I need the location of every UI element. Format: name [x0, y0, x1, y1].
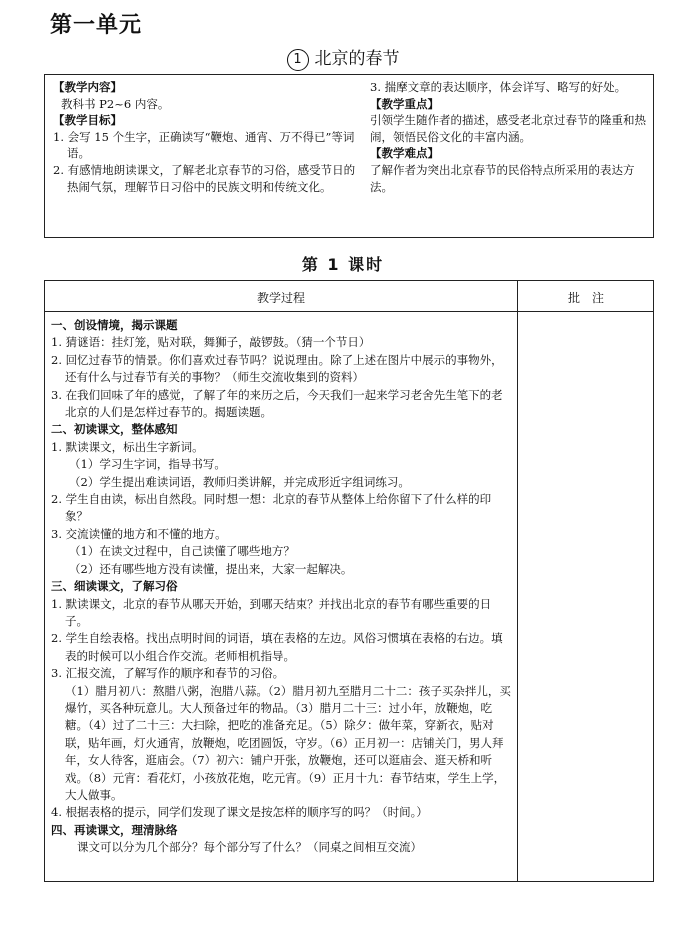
- list-item: 3. 汇报交流，了解写作的顺序和春节的习俗。: [51, 666, 285, 681]
- column-header-process: 教学过程: [256, 291, 305, 305]
- column-divider: [517, 281, 518, 881]
- section-heading: 二、初读课文，整体感知: [51, 422, 178, 437]
- goal-item: 2. 有感情地朗读课文，了解老北京春节的习俗，感受节日的热闹气氛，理解节日习俗中的民族文明和传统文化。: [53, 162, 356, 194]
- list-item: 2. 学生自绘表格。找出点明时间的词语，填在表格的左边。风俗习惯填在表格的右边。填表的时候可以小组合作交流。老师相机指导。: [51, 631, 503, 663]
- session-title: 第 1 课时: [301, 255, 385, 274]
- goal-item: 3. 揣摩文章的表达顺序，体会详写、略写的好处。: [370, 80, 627, 94]
- customs-paragraph: （1）腊月初八：熬腊八粥，泡腊八蒜。（2）腊月初九至腊月二十二：孩子买杂拌儿，买爆竹，买各种玩意儿。大人预备过年的物品。（3）腊月二十三：过小年，放鞭炮，吃糖。（4）过了二十三：大扫除，把吃的准备充足。（5）除夕：做年菜，穿新衣，贴对联，贴年画，灯火通宵，放鞭炮，吃团圆饭，守岁。（6）正月初一：店铺关门，男人拜年，女人待客，逛庙会。（7）初六：铺户开张，放鞭炮，还可以逛庙会、逛天桥和听戏。（8）元宵：看花灯，小孩放花炮，吃元宵。（9）正月十九：春节结束，学生上学，大人做事。: [65, 683, 511, 802]
- lesson-title-text: 北京的春节: [314, 49, 400, 69]
- header-divider: [45, 311, 653, 312]
- list-item: 1. 默读课文，标出生字新词。: [51, 439, 204, 454]
- sub-item: （1）在读文过程中，自己读懂了哪些地方？: [69, 544, 295, 559]
- list-item: 课文可以分为几个部分？每个部分写了什么？（同桌之间相互交流）: [77, 840, 422, 855]
- section-heading: 四、再读课文，理清脉络: [51, 822, 178, 837]
- difficulty-text: 了解作者为突出北京春节的民俗特点所采用的表达方法。: [370, 162, 635, 194]
- list-item: 4. 根据表格的提示，同学们发现了课文是按怎样的顺序写的吗？（时间。）: [51, 805, 428, 820]
- list-item: 1. 猜谜语：挂灯笼，贴对联，舞狮子，敲锣鼓。（猜一个节日）: [51, 335, 371, 350]
- info-left-column: [53, 79, 359, 195]
- goals-heading: 【教学目标】: [53, 113, 122, 128]
- lesson-info-box: [44, 74, 654, 238]
- column-header-notes: 批 注: [567, 291, 604, 305]
- list-item: 2. 学生自由读，标出自然段。同时想一想：北京的春节从整体上给你留下了什么样的印象？: [51, 492, 492, 524]
- lesson-title: [0, 44, 686, 71]
- goal-item: 1. 会写 15 个生字，正确读写“鞭炮、通宵、万不得已”等词语。: [53, 129, 355, 161]
- sub-item: （1）学习生字词，指导书写。: [69, 457, 226, 472]
- list-item: 3. 交流读懂的地方和不懂的地方。: [51, 526, 227, 541]
- list-item: 3. 在我们回味了年的感觉，了解了年的来历之后，今天我们一起来学习老舍先生笔下的老北京的人们是怎样过春节的。揭题读题。: [51, 387, 503, 420]
- process-content: [51, 317, 513, 857]
- content-heading: 【教学内容】: [53, 80, 122, 94]
- lesson-number-badge: 1: [287, 49, 309, 71]
- content-text: 教科书 P2~6 内容。: [61, 96, 170, 111]
- difficulty-heading: 【教学难点】: [370, 146, 439, 161]
- teaching-process-table: [44, 280, 654, 882]
- focus-heading: 【教学重点】: [370, 96, 439, 111]
- unit-title: 第一单元: [50, 13, 143, 38]
- list-item: 1. 默读课文，北京的春节从哪天开始，到哪天结束？并找出北京的春节有哪些重要的日子。: [51, 596, 492, 628]
- info-right-column: [370, 79, 652, 195]
- sub-item: （2）学生提出难读词语，教师归类讲解，并完成形近字组词练习。: [69, 474, 410, 489]
- section-heading: 一、创设情境，揭示课题: [51, 318, 178, 332]
- list-item: 2. 回忆过春节的情景。你们喜欢过春节吗？说说理由。除了上述在图片中展示的事物外，还有什么与过春节有关的事物？（师生交流收集到的资料）: [51, 352, 503, 385]
- section-heading: 三、细读课文，了解习俗: [51, 579, 178, 594]
- focus-text: 引领学生随作者的描述，感受老北京过春节的隆重和热闹，领悟民俗文化的丰富内涵。: [370, 113, 646, 144]
- sub-item: （2）还有哪些地方没有读懂，提出来，大家一起解决。: [69, 561, 353, 576]
